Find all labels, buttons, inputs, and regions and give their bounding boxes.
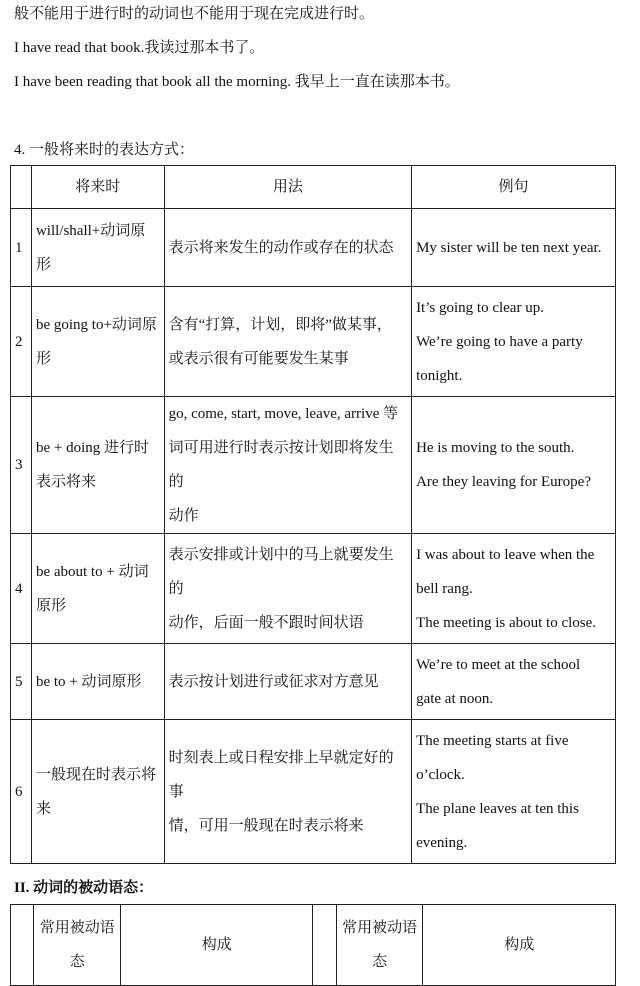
passive-voice-table — [10, 904, 616, 986]
header-example: 例句 — [412, 166, 616, 209]
row-usage: 表示安排或计划中的马上就要发生的 动作，后面一般不跟时间状语 — [168, 546, 394, 631]
header-structure: 构成 — [120, 905, 313, 986]
row-number: 3 — [11, 397, 32, 534]
row-number: 5 — [11, 644, 32, 720]
intro-line-2: I have read that book.我读过那本书了。 — [14, 40, 265, 56]
header-structure: 构成 — [423, 905, 616, 986]
row-example: It’s going to clear up. We’re going to have a party tonight. — [416, 299, 583, 384]
table-header-row — [11, 166, 616, 209]
row-number: 1 — [11, 209, 32, 287]
intro-line-3: I have been reading that book all the morning. 我早上一直在读那本书。 — [14, 74, 460, 90]
row-number: 4 — [11, 534, 32, 644]
row-form: will/shall+动词原 形 — [35, 222, 146, 273]
row-example: The meeting starts at five o’clock. The plane leaves at ten this evening. — [416, 732, 579, 851]
table-header-row — [11, 905, 616, 986]
row-usage: go, come, start, move, leave, arrive 等 词可用进行时表示按计划即将发生的 动作 — [168, 406, 399, 524]
section-4-heading: 4. 一般将来时的表达方式： — [14, 142, 195, 158]
intro-line-1: 般不能用于进行时的动词也不能用于现在完成进行时。 — [14, 6, 375, 22]
table-row — [11, 720, 616, 864]
row-example: My sister will be ten next year. — [416, 239, 602, 256]
row-number: 6 — [11, 720, 32, 864]
row-form: be to + 动词原形 — [35, 673, 142, 690]
row-example: I was about to leave when the bell rang. The meeting is about to close. — [416, 546, 597, 631]
row-number: 2 — [11, 287, 32, 397]
table-row — [11, 397, 616, 534]
row-form: be going to+动词原 形 — [35, 316, 157, 367]
row-usage: 表示按计划进行或征求对方意见 — [168, 673, 379, 690]
row-form: be about to + 动词 原形 — [35, 563, 149, 614]
header-common-passive: 常用被动语 态 — [342, 920, 418, 970]
row-example: He is moving to the south. Are they leaving for Europe? — [416, 440, 591, 490]
row-usage: 表示将来发生的动作或存在的状态 — [168, 239, 394, 256]
header-usage: 用法 — [164, 166, 411, 209]
row-usage: 时刻表上或日程安排上早就定好的事 情，可用一般现在时表示将来 — [168, 749, 394, 834]
header-num — [11, 166, 32, 209]
header-empty — [11, 905, 34, 986]
table-row — [11, 287, 616, 397]
future-tense-table — [10, 165, 616, 864]
row-example: We’re to meet at the school gate at noon. — [416, 656, 581, 707]
section-II-heading: II. 动词的被动语态： — [14, 880, 154, 896]
row-form: be + doing 进行时 表示将来 — [35, 440, 149, 490]
row-usage: 含有“打算，计划，即将”做某事， 或表示很有可能要发生某事 — [168, 316, 392, 367]
header-future-tense: 将来时 — [31, 166, 164, 209]
header-empty — [313, 905, 336, 986]
row-form: 一般现在时表示将 来 — [35, 766, 156, 817]
table-row — [11, 644, 616, 720]
table-row — [11, 534, 616, 644]
header-common-passive: 常用被动语 态 — [39, 920, 115, 970]
table-row — [11, 209, 616, 287]
